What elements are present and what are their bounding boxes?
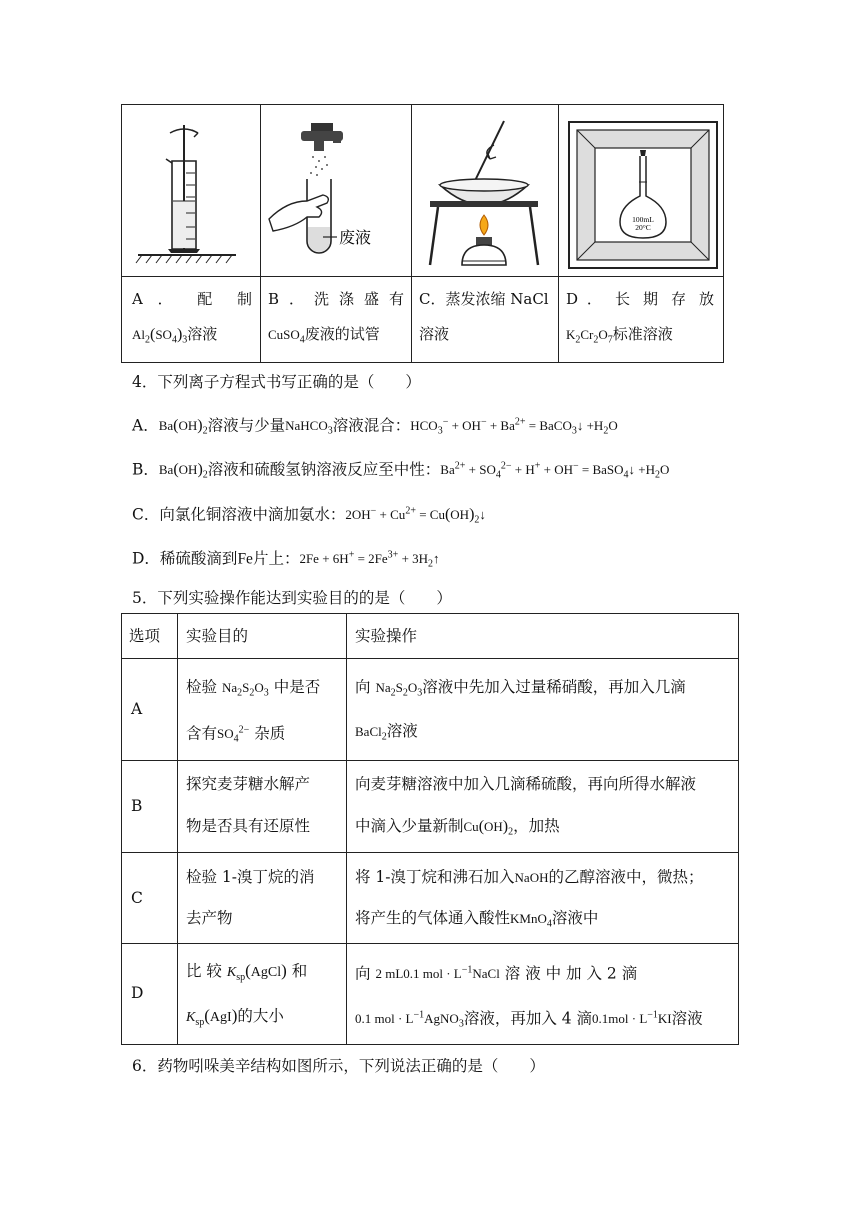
row-c-purpose-2: 去产物: [186, 909, 233, 927]
washing-test-tube-icon: [267, 119, 407, 269]
row-c-purpose-1: 检验 1-溴丁烷的消: [186, 868, 315, 886]
row-a-purpose-2: 含有$SO_4^{2-}$ 杂质: [186, 724, 286, 745]
q5-stem: 5．下列实验操作能达到实验目的的是（ ）: [132, 589, 452, 607]
evaporating-dish-on-burner-icon: [418, 115, 553, 270]
row-d-operation-1: 向 2 mL0.1 mol · $L^{-1}NaCl$ 溶 液 中 加 入 2 滴: [355, 964, 638, 983]
volumetric-flask-cabinet-icon: [567, 120, 719, 270]
caption-a: A ． 配 制 $Al_2(SO_4)_3$溶液: [132, 290, 252, 346]
stirring-graduated-cylinder-icon: [132, 123, 252, 268]
row-d-option: D: [131, 984, 144, 1002]
q4-stem: 4．下列离子方程式书写正确的是（ ）: [132, 373, 421, 391]
waste-liquid-label: 废液: [339, 230, 372, 247]
flask-temp-label: 20°C: [635, 223, 651, 232]
apparatus-table: [121, 104, 724, 363]
caption-c: C．蒸发浓缩 NaCl 溶液: [419, 290, 549, 343]
row-a-purpose-1: 检验 $Na_2S_2O_3$ 中是否: [186, 678, 321, 699]
row-b-operation-1: 向麦芽糖溶液中加入几滴稀硫酸，再向所得水解液: [355, 775, 697, 793]
row-b-option: B: [131, 797, 143, 815]
q4-option-b: B．$Ba(OH)_2$溶液和硫酸氢钠溶液反应至中性：$Ba^{2+} + SO_4^{2-} + H^+ + OH^-$ = BaSO$_4$↓ $+H_2O$: [132, 460, 670, 481]
q4-option-a: A．$Ba(OH)_2$溶液与少量NaHCO$_3$溶液混合：$HCO_3^- + OH^- + Ba^{2+}$ = BaCO$_3$↓ $+H_2O$: [132, 416, 618, 437]
row-c-option: C: [131, 889, 143, 907]
header-purpose: 实验目的: [186, 627, 249, 645]
row-d-purpose-1: 比 较 $K_{sp}(AgCl)$ 和: [186, 961, 308, 983]
row-c-operation-2: 将产生的气体通入酸性KMnO$_4$溶液中: [355, 909, 599, 930]
row-d-purpose-2: $K_{sp}(AgI)$的大小: [186, 1006, 284, 1028]
flask-volume-label: 100mL: [632, 215, 654, 224]
caption-b: B．洗涤盛有 CuSO$_4$废液的试管: [268, 290, 404, 346]
q4-option-c: C．向氯化铜溶液中滴加氨水：$2OH^- + Cu^{2+}$ = $Cu(OH)_2↓$: [132, 505, 486, 526]
row-b-purpose-1: 探究麦芽糖水解产: [186, 775, 311, 793]
experiment-table: [121, 613, 739, 1045]
header-operation: 实验操作: [355, 627, 418, 645]
q4-option-d: D．稀硫酸滴到Fe片上：$2Fe + 6H^+ = 2Fe^{3+}$ + $3H_2↑$: [132, 549, 440, 570]
header-option: 选项: [129, 627, 161, 645]
row-a-operation-1: 向 $Na_2S_2O_3$溶液中先加入过量稀硝酸，再加入几滴: [355, 678, 686, 699]
caption-d: D ． 长 期 存 放 $K_2Cr_2O_7$标准溶液: [566, 290, 714, 346]
row-b-operation-2: 中滴入少量新制$Cu(OH)_2$，加热: [355, 817, 560, 838]
row-b-purpose-2: 物是否具有还原性: [186, 817, 311, 835]
row-a-operation-2: BaCl$_2$溶液: [355, 722, 418, 743]
q6-stem: 6．药物吲哚美辛结构如图所示，下列说法正确的是（ ）: [132, 1057, 545, 1075]
row-c-operation-1: 将 1-溴丁烷和沸石加入NaOH的乙醇溶液中，微热；: [355, 868, 704, 886]
row-a-option: A: [131, 700, 143, 718]
row-d-operation-2: 0.1 mol · $L^{-1}AgNO_3$溶液，再加入 4 滴$0.1mol \cdot L^{-1}KI$溶液: [355, 1009, 703, 1030]
